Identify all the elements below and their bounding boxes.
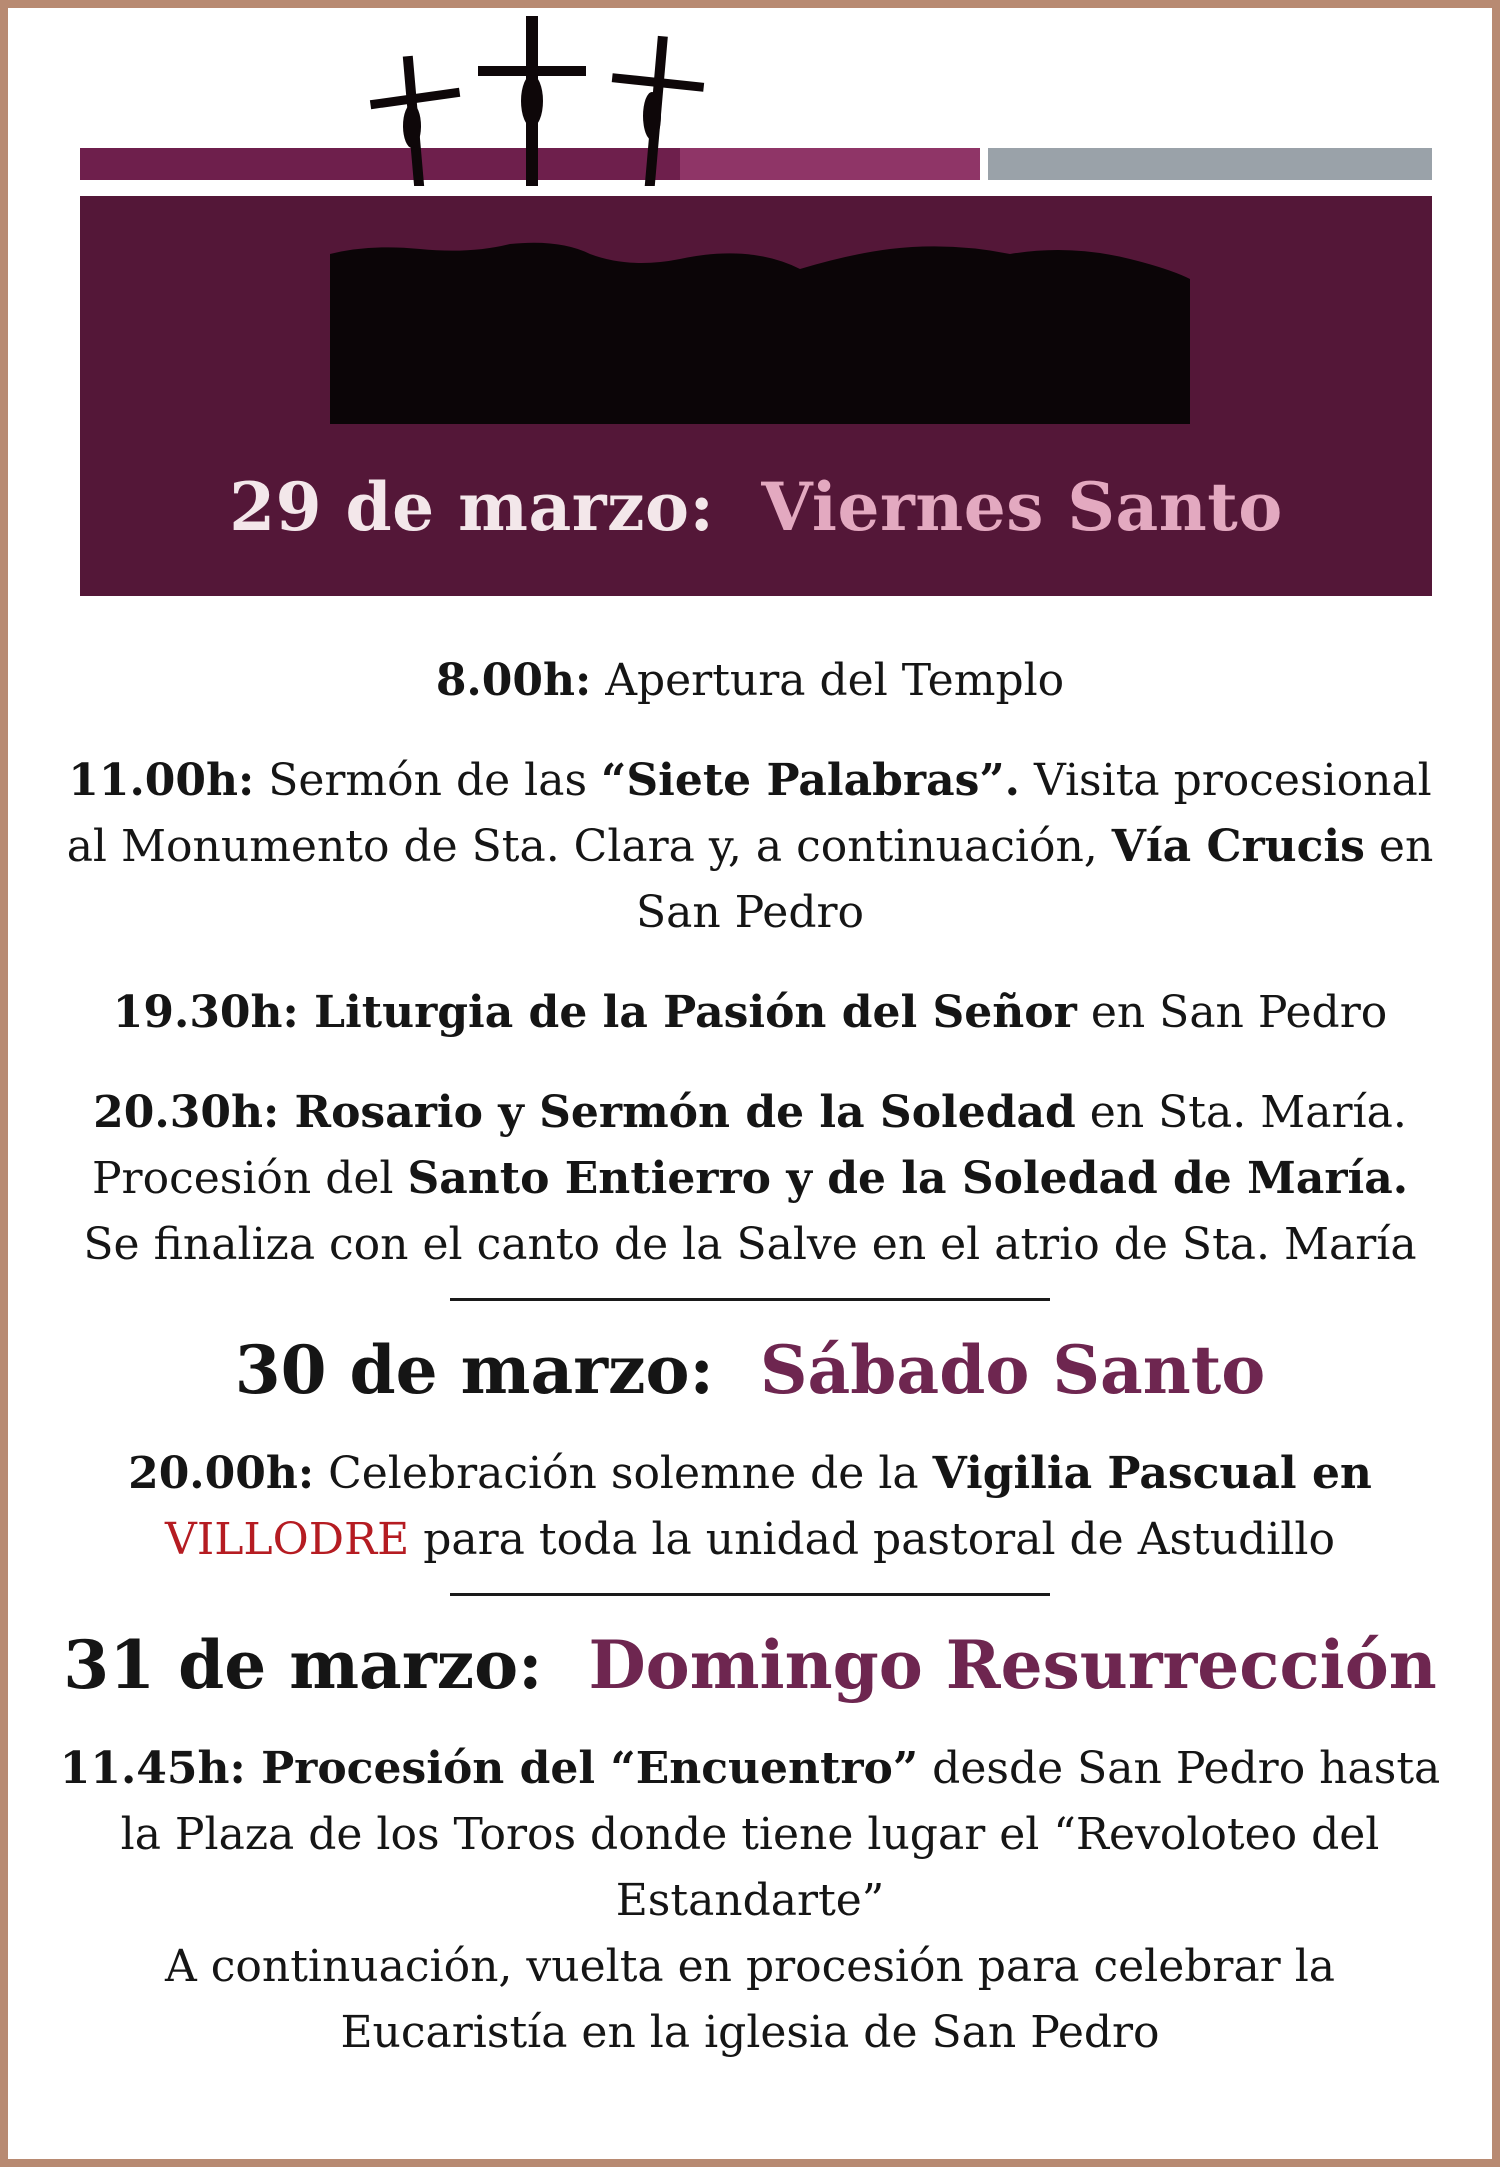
item-text-bold: Rosario y Sermón de la Soledad — [279, 1087, 1076, 1138]
holy-saturday-date: 30 de marzo: — [234, 1331, 714, 1409]
easter-sunday-title — [48, 1624, 1452, 1706]
schedule-item — [48, 1736, 1452, 2066]
item-time: 20.30h: — [93, 1087, 280, 1138]
good-friday-date: 29 de marzo: — [229, 468, 715, 546]
item-text-bold: Vía Crucis — [1111, 821, 1365, 872]
good-friday-banner — [80, 196, 1432, 596]
item-time: 11.00h: — [68, 755, 255, 806]
holy-saturday-name: Sábado Santo — [759, 1331, 1266, 1409]
item-text-bold: Procesión del “Encuentro” — [245, 1743, 919, 1794]
schedule-item — [48, 648, 1452, 714]
schedule-item — [48, 1441, 1452, 1573]
item-text: en Sta. María. — [1075, 1087, 1407, 1138]
calvary-hill-silhouette — [330, 214, 1190, 424]
item-text: para toda la unidad pastoral de Astudillo — [409, 1514, 1335, 1565]
item-text: desde San Pedro hasta la Plaza de los Toros donde tiene lugar el “Revoloteo del Estandarte” — [120, 1743, 1441, 1926]
item-text: Celebración solemne de la — [314, 1448, 933, 1499]
item-text-bold: Liturgia de la Pasión del Señor — [298, 987, 1077, 1038]
item-text: Sermón de las — [254, 755, 602, 806]
schedule-item — [48, 1080, 1452, 1278]
item-time: 11.45h: — [59, 1743, 246, 1794]
good-friday-title — [80, 468, 1432, 546]
item-text: Apertura del Templo — [591, 655, 1065, 706]
easter-sunday-name: Domingo Resurrección — [588, 1626, 1437, 1704]
highlighted-place: VILLODRE — [165, 1514, 410, 1565]
holy-saturday-title — [48, 1329, 1452, 1411]
item-text: Visita procesional al Monumento de Sta. Clara y, a continuación, — [66, 755, 1432, 872]
item-text-bold: Santo Entierro y de la Soledad de María. — [407, 1153, 1409, 1204]
header-bar-gray — [988, 148, 1432, 180]
item-time: 20.00h: — [128, 1448, 315, 1499]
easter-sunday-date: 31 de marzo: — [63, 1626, 543, 1704]
three-crosses-icon — [350, 16, 770, 186]
schedule — [48, 648, 1452, 2100]
good-friday-name: Viernes Santo — [761, 468, 1283, 546]
item-text-bold: “Siete Palabras”. — [601, 755, 1020, 806]
item-time: 19.30h: — [112, 987, 299, 1038]
item-text: Procesión del — [91, 1153, 408, 1204]
item-text: A continuación, vuelta en procesión para celebrar la Eucaristía en la iglesia de San Pedro — [164, 1941, 1336, 2058]
section-divider — [450, 1593, 1050, 1596]
item-text: en San Pedro — [1076, 987, 1388, 1038]
schedule-item — [48, 980, 1452, 1046]
item-text: en San Pedro — [635, 821, 1434, 938]
item-time: 8.00h: — [435, 655, 592, 706]
item-text-bold: Vigilia Pascual en — [932, 1448, 1372, 1499]
schedule-item — [48, 748, 1452, 946]
section-divider — [450, 1298, 1050, 1301]
item-text: Se finaliza con el canto de la Salve en el atrio de Sta. María — [83, 1219, 1417, 1270]
